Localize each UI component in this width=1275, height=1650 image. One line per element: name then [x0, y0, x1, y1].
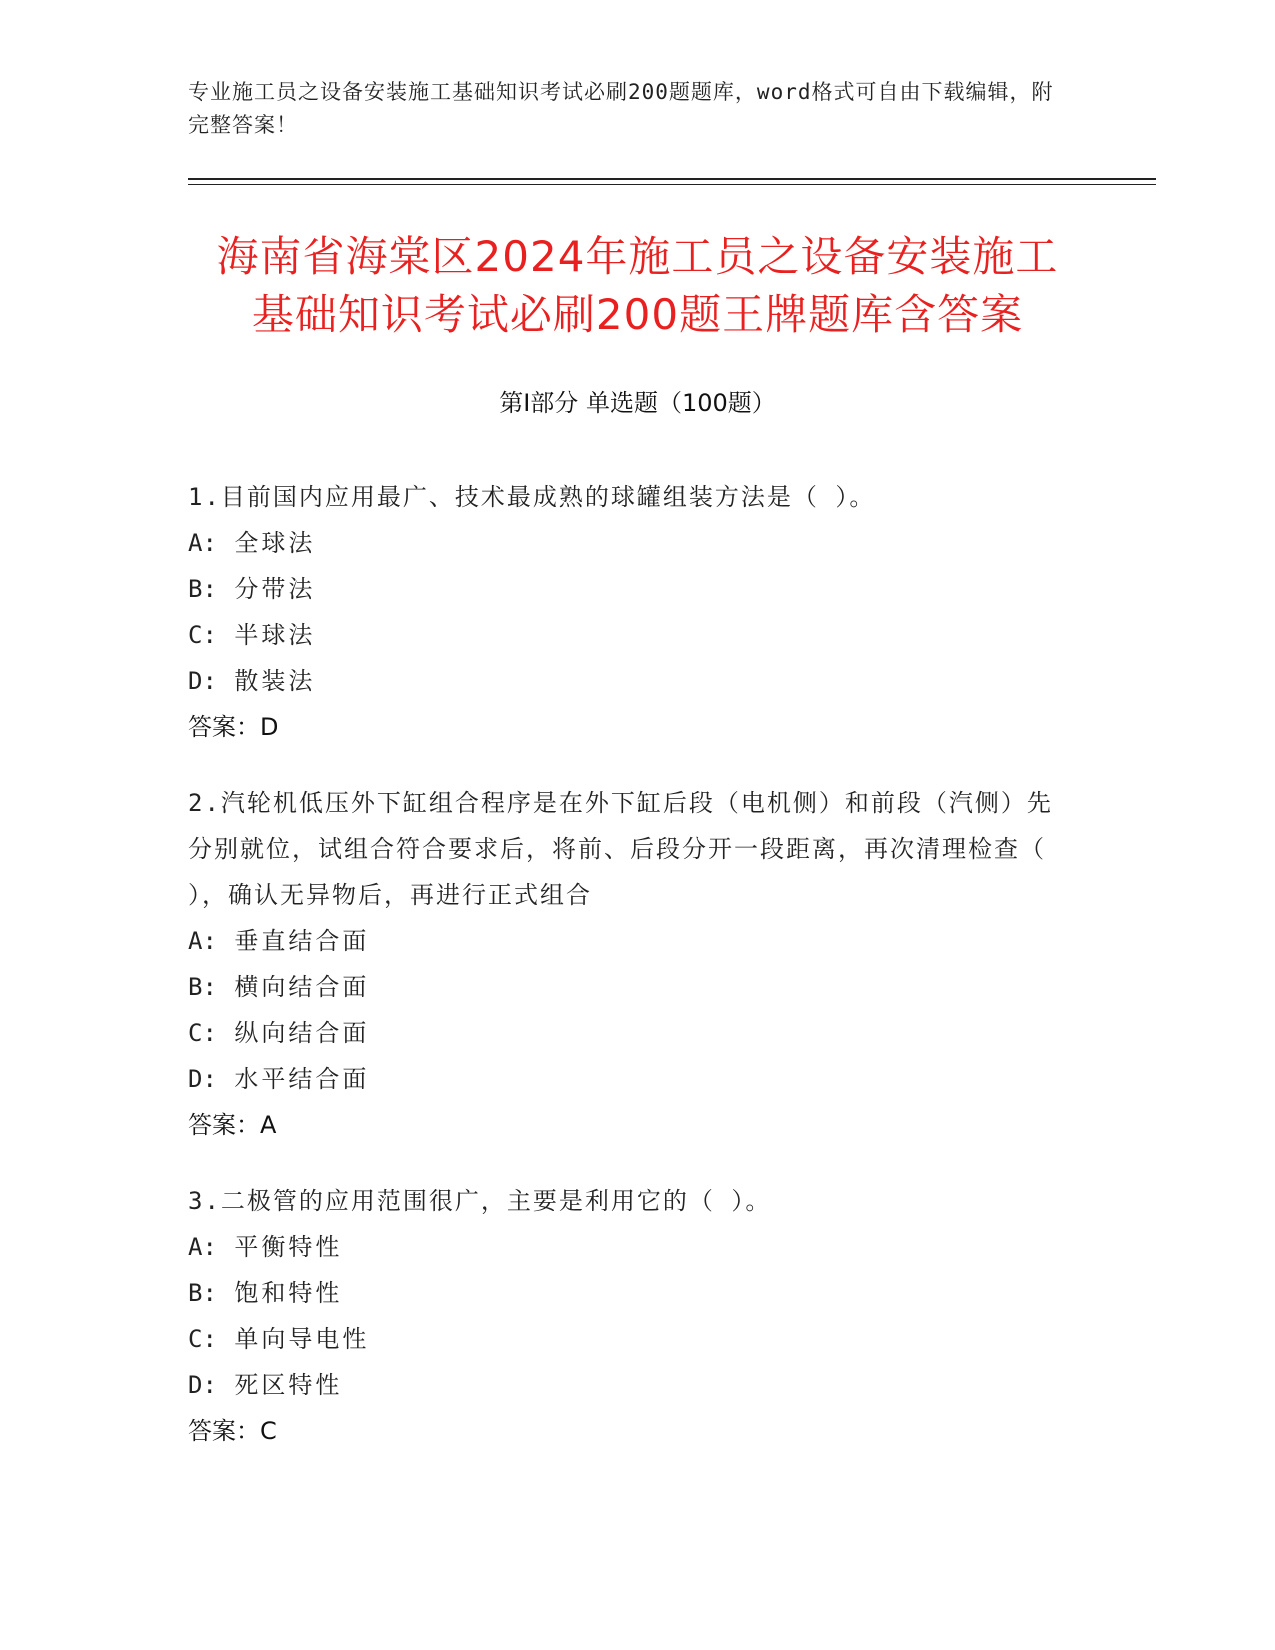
answer-text: 答案：A — [188, 1111, 277, 1139]
option-a — [188, 1224, 1068, 1270]
option-key: C: — [188, 1325, 217, 1353]
option-key: D: — [188, 1371, 217, 1399]
option-text: 全球法 — [234, 529, 316, 557]
option-key: D: — [188, 667, 217, 695]
option-key: B: — [188, 1279, 217, 1307]
option-text: 散装法 — [234, 667, 316, 695]
option-text: 饱和特性 — [234, 1279, 343, 1307]
option-b — [188, 964, 1068, 1010]
option-key: A: — [188, 1233, 217, 1261]
option-c — [188, 612, 1068, 658]
option-key: D: — [188, 1065, 217, 1093]
document-title — [120, 228, 1155, 344]
option-a — [188, 520, 1068, 566]
option-d — [188, 1056, 1068, 1102]
option-text: 水平结合面 — [234, 1065, 370, 1093]
question-text: 1.目前国内应用最广、技术最成熟的球罐组装方法是（ ）。 — [188, 483, 876, 511]
option-key: A: — [188, 927, 217, 955]
option-key: A: — [188, 529, 217, 557]
option-key: C: — [188, 1019, 217, 1047]
option-key: B: — [188, 575, 217, 603]
option-text: 单向导电性 — [234, 1325, 370, 1353]
question-item — [188, 780, 1068, 1148]
question-item — [188, 474, 1068, 750]
option-key: C: — [188, 621, 217, 649]
option-text: 横向结合面 — [234, 973, 370, 1001]
answer-text: 答案：D — [188, 713, 279, 741]
option-key: B: — [188, 973, 217, 1001]
header-divider-thick — [188, 178, 1156, 180]
question-text: 3.二极管的应用范围很广，主要是利用它的（ ）。 — [188, 1187, 772, 1215]
option-b — [188, 1270, 1068, 1316]
option-text: 垂直结合面 — [234, 927, 370, 955]
option-c — [188, 1316, 1068, 1362]
option-text: 死区特性 — [234, 1371, 343, 1399]
option-b — [188, 566, 1068, 612]
document-title-line-1: 海南省海棠区2024年施工员之设备安装施工 — [216, 232, 1059, 281]
header-divider-thin — [188, 184, 1156, 185]
question-list — [188, 474, 1068, 1484]
option-text: 平衡特性 — [234, 1233, 343, 1261]
option-text: 纵向结合面 — [234, 1019, 370, 1047]
header-note: 专业施工员之设备安装施工基础知识考试必刷200题题库，word格式可自由下载编辑，附完整答案！ — [188, 80, 1054, 137]
question-text: 2.汽轮机低压外下缸组合程序是在外下缸后段（电机侧）和前段（汽侧）先分别就位，试组合符合要求后，将前、后段分开一段距离，再次清理检查（ ），确认无异物后，再进行正式组合 — [188, 789, 1053, 909]
answer-text: 答案：C — [188, 1417, 277, 1445]
option-text: 分带法 — [234, 575, 316, 603]
section-title: 第Ⅰ部分 单选题（100题） — [499, 389, 776, 417]
option-text: 半球法 — [234, 621, 316, 649]
option-d — [188, 1362, 1068, 1408]
question-item — [188, 1178, 1068, 1454]
option-d — [188, 658, 1068, 704]
option-a — [188, 918, 1068, 964]
option-c — [188, 1010, 1068, 1056]
document-title-line-2: 基础知识考试必刷200题王牌题库含答案 — [251, 290, 1024, 339]
